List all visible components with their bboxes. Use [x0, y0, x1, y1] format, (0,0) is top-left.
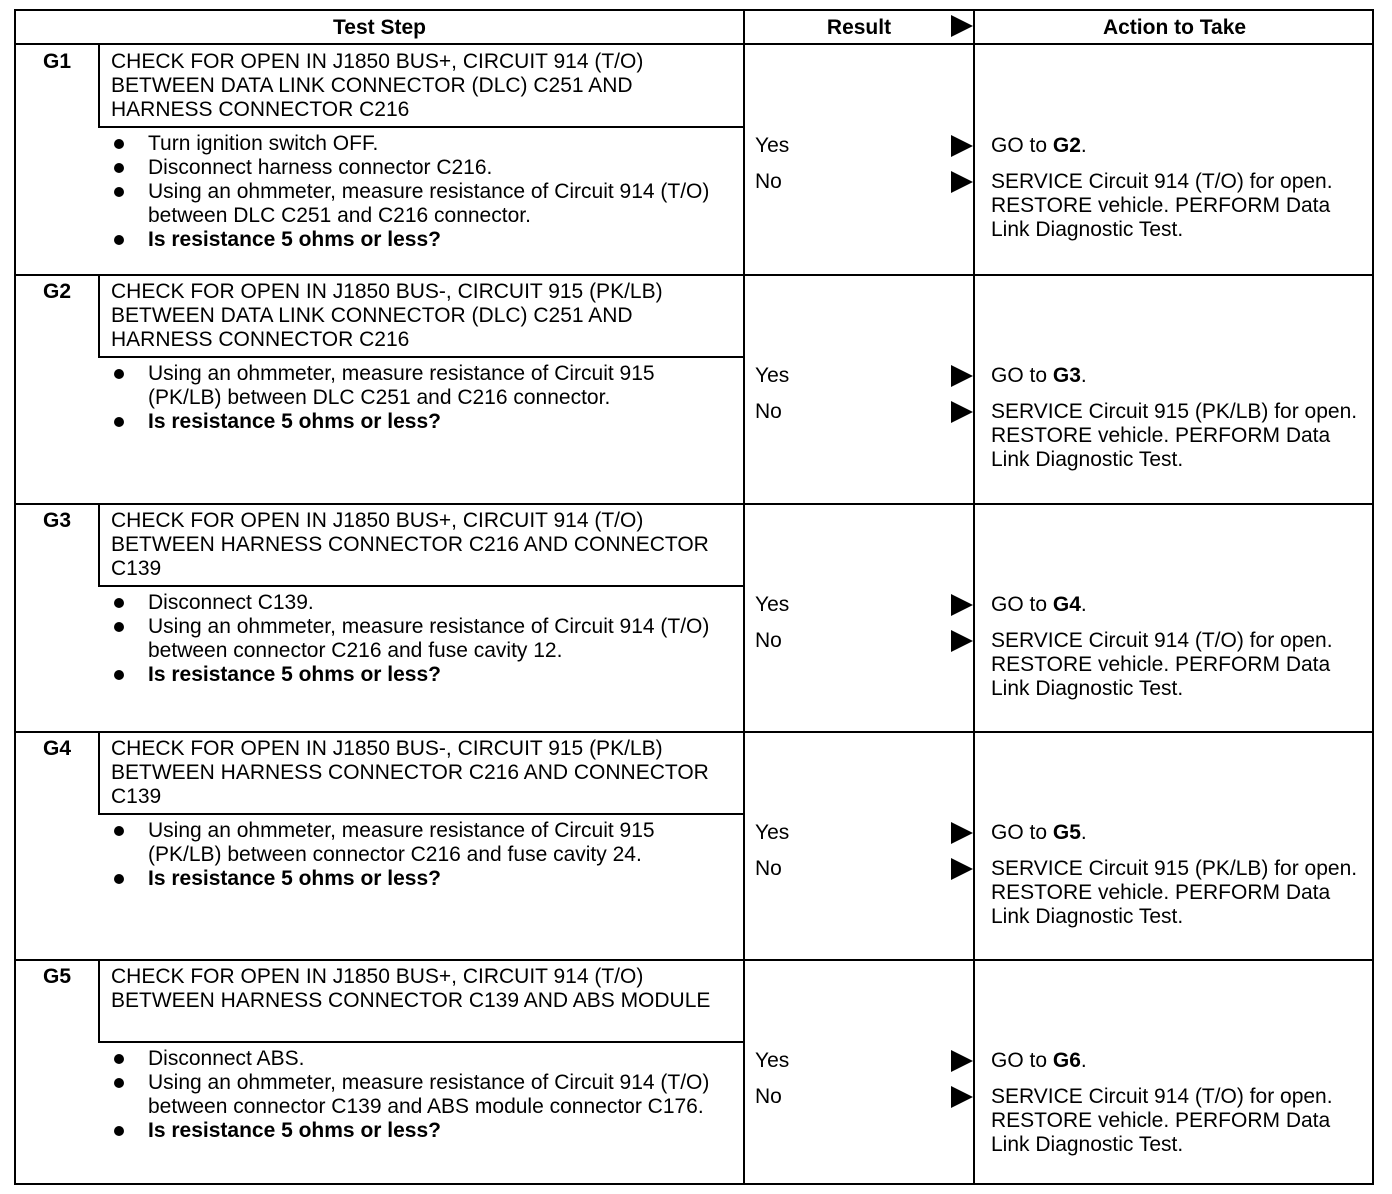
list-item — [16, 180, 743, 228]
action-yes-prefix: GO to — [991, 134, 1048, 157]
bullet-icon — [114, 369, 124, 379]
title-divider — [98, 126, 743, 128]
step-instruction: Using an ohmmeter, measure resistance of Circuit 914 (T/O) between DLC C251 and C216 connector. — [148, 180, 710, 227]
step-question: Is resistance 5 ohms or less? — [148, 663, 441, 686]
header-result — [745, 11, 973, 45]
step-id-divider — [98, 274, 100, 356]
step-question: Is resistance 5 ohms or less? — [148, 228, 441, 251]
list-item — [16, 867, 743, 891]
result-no: No — [755, 857, 782, 880]
result-yes: Yes — [755, 134, 790, 157]
step-instruction: Disconnect harness connector C216. — [148, 156, 493, 179]
step-id-divider — [98, 959, 100, 1041]
bullet-icon — [114, 1054, 124, 1064]
list-item — [16, 410, 743, 434]
bullet-icon — [114, 598, 124, 608]
yes-arrow-icon — [951, 822, 973, 844]
step-id: G1 — [42, 50, 71, 73]
action-yes-target: G4 — [1052, 593, 1081, 616]
step-instruction: Using an ohmmeter, measure resistance of Circuit 914 (T/O) between connector C216 and fuse cavity 12. — [148, 615, 710, 662]
title-divider — [98, 1041, 743, 1043]
header-result-label: Result — [826, 16, 892, 39]
action-yes-prefix: GO to — [991, 364, 1048, 387]
list-item — [16, 591, 743, 615]
action-yes-prefix: GO to — [991, 593, 1048, 616]
result-no: No — [755, 629, 782, 652]
step-question: Is resistance 5 ohms or less? — [148, 1119, 441, 1142]
step-instruction: Turn ignition switch OFF. — [148, 132, 379, 155]
bullet-icon — [114, 826, 124, 836]
result-no: No — [755, 170, 782, 193]
step-id-divider — [98, 44, 100, 126]
list-item — [16, 1047, 743, 1071]
action-yes-target: G3 — [1052, 364, 1081, 387]
list-item — [16, 1119, 743, 1143]
list-item — [16, 156, 743, 180]
yes-arrow-icon — [951, 365, 973, 387]
yes-arrow-icon — [951, 135, 973, 157]
list-item — [16, 615, 743, 663]
action-yes-prefix: GO to — [991, 1049, 1048, 1072]
step-title: CHECK FOR OPEN IN J1850 BUS+, CIRCUIT 914 (T/O) BETWEEN HARNESS CONNECTOR C139 AND ABS MODULE — [111, 965, 711, 1012]
action-yes-period: . — [1080, 364, 1087, 387]
step-id-divider — [98, 503, 100, 585]
bullet-icon — [114, 417, 124, 427]
step-list — [16, 362, 743, 434]
action-yes-period: . — [1080, 593, 1087, 616]
action-yes-target: G6 — [1052, 1049, 1081, 1072]
header-action: Action to Take — [1102, 16, 1247, 39]
bullet-icon — [114, 187, 124, 197]
action-yes — [991, 364, 1363, 388]
no-arrow-icon — [951, 858, 973, 880]
action-yes-period: . — [1080, 1049, 1087, 1072]
action-no: SERVICE Circuit 914 (T/O) for open. RESTORE vehicle. PERFORM Data Link Diagnostic Test. — [991, 1085, 1333, 1156]
step-question: Is resistance 5 ohms or less? — [148, 867, 441, 890]
step-id-divider — [98, 731, 100, 813]
step-list — [16, 819, 743, 891]
bullet-icon — [114, 139, 124, 149]
bullet-icon — [114, 1078, 124, 1088]
result-yes: Yes — [755, 364, 790, 387]
list-item — [16, 228, 743, 252]
step-question: Is resistance 5 ohms or less? — [148, 410, 441, 433]
step-title: CHECK FOR OPEN IN J1850 BUS-, CIRCUIT 915 (PK/LB) BETWEEN HARNESS CONNECTOR C216 AND CONNECTOR C139 — [111, 737, 709, 808]
step-instruction: Disconnect ABS. — [148, 1047, 305, 1070]
step-instruction: Using an ohmmeter, measure resistance of Circuit 914 (T/O) between connector C139 and ABS module connector C176. — [148, 1071, 710, 1118]
step-list — [16, 591, 743, 687]
result-yes: Yes — [755, 1049, 790, 1072]
header-arrow-icon — [951, 15, 973, 37]
step-list — [16, 132, 743, 252]
step-id: G4 — [42, 737, 71, 760]
action-yes-prefix: GO to — [991, 821, 1048, 844]
title-divider — [98, 585, 743, 587]
step-title: CHECK FOR OPEN IN J1850 BUS+, CIRCUIT 914 (T/O) BETWEEN HARNESS CONNECTOR C216 AND CONNECTOR C139 — [111, 509, 709, 580]
step-instruction: Using an ohmmeter, measure resistance of Circuit 915 (PK/LB) between DLC C251 and C216 connector. — [148, 362, 655, 409]
action-yes — [991, 134, 1363, 158]
list-item — [16, 132, 743, 156]
step-instruction: Using an ohmmeter, measure resistance of Circuit 915 (PK/LB) between connector C216 and fuse cavity 24. — [148, 819, 655, 866]
bullet-icon — [114, 670, 124, 680]
action-yes-target: G5 — [1052, 821, 1081, 844]
table-row — [16, 959, 1372, 1185]
step-list — [16, 1047, 743, 1143]
step-title: CHECK FOR OPEN IN J1850 BUS+, CIRCUIT 914 (T/O) BETWEEN DATA LINK CONNECTOR (DLC) C251 AND HARNESS CONNECTOR C216 — [111, 50, 644, 121]
result-yes: Yes — [755, 593, 790, 616]
result-yes: Yes — [755, 821, 790, 844]
diagnostic-table — [14, 9, 1374, 1185]
no-arrow-icon — [951, 1086, 973, 1108]
no-arrow-icon — [951, 401, 973, 423]
bullet-icon — [114, 1126, 124, 1136]
no-arrow-icon — [951, 171, 973, 193]
no-arrow-icon — [951, 630, 973, 652]
action-no: SERVICE Circuit 915 (PK/LB) for open. RESTORE vehicle. PERFORM Data Link Diagnostic Test. — [991, 400, 1358, 471]
step-id: G2 — [42, 280, 71, 303]
action-no: SERVICE Circuit 914 (T/O) for open. RESTORE vehicle. PERFORM Data Link Diagnostic Test. — [991, 629, 1333, 700]
bullet-icon — [114, 163, 124, 173]
step-id: G3 — [42, 509, 71, 532]
yes-arrow-icon — [951, 594, 973, 616]
action-yes — [991, 821, 1363, 845]
list-item — [16, 663, 743, 687]
bullet-icon — [114, 235, 124, 245]
action-no: SERVICE Circuit 915 (PK/LB) for open. RESTORE vehicle. PERFORM Data Link Diagnostic Test. — [991, 857, 1358, 928]
bullet-icon — [114, 874, 124, 884]
action-yes — [991, 1049, 1363, 1073]
table-row — [16, 44, 1372, 274]
title-divider — [98, 813, 743, 815]
table-row — [16, 274, 1372, 503]
action-yes-period: . — [1080, 134, 1087, 157]
step-title: CHECK FOR OPEN IN J1850 BUS-, CIRCUIT 915 (PK/LB) BETWEEN DATA LINK CONNECTOR (DLC) C251 AND HARNESS CONNECTOR C216 — [111, 280, 663, 351]
header-test-step: Test Step — [333, 16, 426, 39]
list-item — [16, 1071, 743, 1119]
step-id: G5 — [42, 965, 71, 988]
list-item — [16, 362, 743, 410]
action-yes — [991, 593, 1363, 617]
action-no: SERVICE Circuit 914 (T/O) for open. RESTORE vehicle. PERFORM Data Link Diagnostic Test. — [991, 170, 1333, 241]
step-instruction: Disconnect C139. — [148, 591, 314, 614]
table-row — [16, 731, 1372, 959]
list-item — [16, 819, 743, 867]
table-row — [16, 503, 1372, 731]
bullet-icon — [114, 622, 124, 632]
title-divider — [98, 356, 743, 358]
action-yes-target: G2 — [1052, 134, 1081, 157]
yes-arrow-icon — [951, 1050, 973, 1072]
result-no: No — [755, 400, 782, 423]
action-yes-period: . — [1080, 821, 1087, 844]
result-no: No — [755, 1085, 782, 1108]
